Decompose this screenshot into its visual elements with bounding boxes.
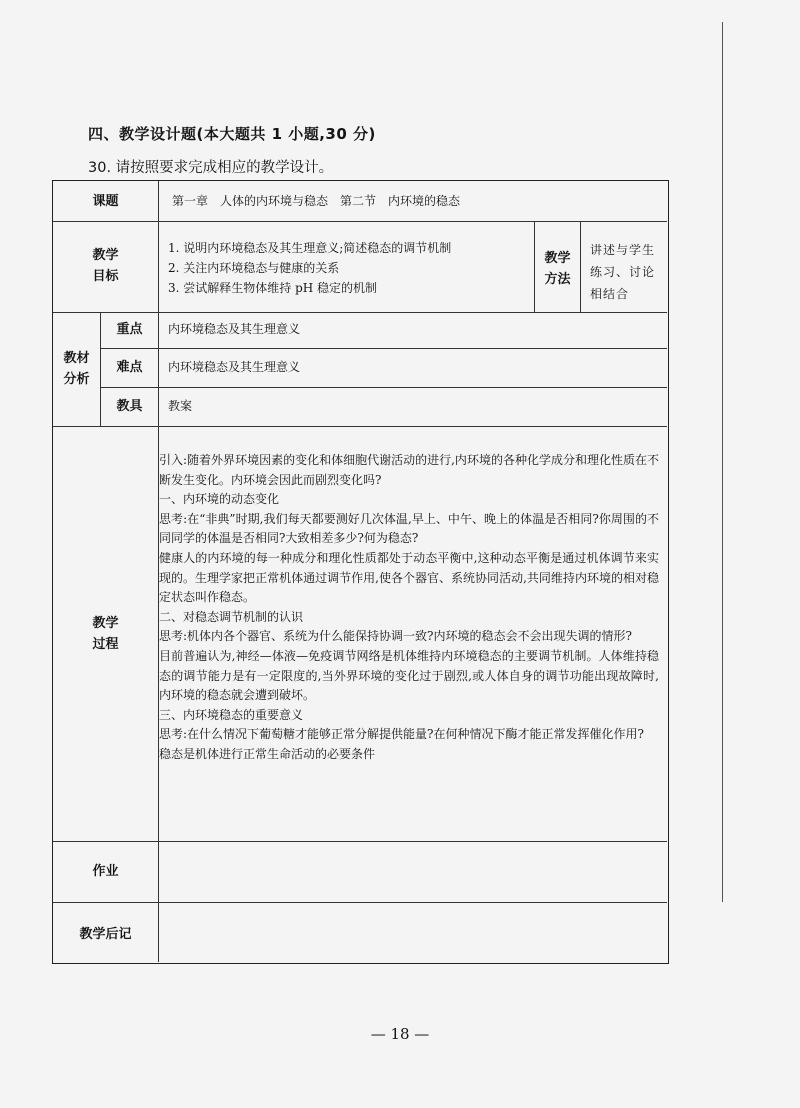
difficulty-value: 内环境稳态及其生理意义 [168, 360, 301, 374]
section-title: 四、教学设计题(本大题共 1 小题,30 分) [88, 125, 376, 143]
process-paragraph: 思考:机体内各个器官、系统为什么能保持协调一致?内环境的稳态会不会出现失调的情形? [159, 629, 632, 644]
teaching-aids-label: 教具 [116, 399, 143, 414]
process-paragraph: 一、内环境的动态变化 [159, 492, 280, 507]
method-value: 讲述与学生练习、讨论相结合 [590, 243, 656, 301]
difficulty-label: 难点 [116, 360, 143, 375]
page-number: — 18 — [370, 1025, 430, 1043]
key-point-value: 内环境稳态及其生理意义 [168, 322, 301, 336]
process-paragraph: 引入:随着外界环境因素的变化和体细胞代谢活动的进行,内环境的各种化学成分和理化性质在不断发生变化。内环境会因此而剧烈变化吗? [159, 453, 659, 487]
process-paragraph: 二、对稳态调节机制的认识 [159, 609, 304, 624]
process-paragraph: 目前普遍认为,神经—体液—免疫调节网络是机体维持内环境稳态的主要调节机制。人体维持稳态的调节能力是有一定限度的,当外界环境的变化过于剧烈,或人体自身的调节功能出现故障时,内环境的稳态就会遭到破坏。 [159, 648, 659, 703]
topic-label: 课题 [92, 194, 119, 209]
process-paragraph: 三、内环境稳态的重要意义 [159, 707, 304, 722]
goals-label: 教学 目标 [92, 248, 119, 284]
process-paragraph: 稳态是机体进行正常生命活动的必要条件 [159, 746, 376, 761]
key-point-label: 重点 [116, 322, 143, 337]
topic-value: 第一章 人体的内环境与稳态 第二节 内环境的稳态 [172, 194, 461, 208]
process-paragraph: 思考:在“非典”时期,我们每天都要测好几次体温,早上、中午、晚上的体温是否相同?你周围的不同同学的体温是否相同?大致相差多少?何为稳态? [159, 511, 659, 546]
teaching-aids-value: 教案 [168, 399, 193, 413]
homework-label: 作业 [92, 864, 119, 879]
question-prompt: 30. 请按照要求完成相应的教学设计。 [88, 160, 334, 176]
process-paragraph: 健康人的内环境的每一种成分和理化性质都处于动态平衡中,这种动态平衡是通过机体调节来实现的。生理学家把正常机体通过调节作用,使各个器官、系统协同活动,共同维持内环境的相对稳定状态叫作稳态。 [159, 550, 659, 605]
method-label: 教学 方法 [544, 251, 571, 287]
process-paragraph: 思考:在什么情况下葡萄糖才能够正常分解提供能量?在何种情况下酶才能正常发挥催化作用? [159, 727, 644, 742]
lesson-plan-table [52, 180, 669, 964]
goal-item: 3. 尝试解释生物体维持 pH 稳定的机制 [168, 281, 378, 295]
goal-item: 2. 关注内环境稳态与健康的关系 [168, 261, 340, 275]
reflection-label: 教学后记 [79, 927, 132, 942]
analysis-label: 教材 分析 [63, 351, 90, 387]
goal-item: 1. 说明内环境稳态及其生理意义;简述稳态的调节机制 [168, 241, 452, 255]
process-content [159, 451, 659, 765]
process-label: 教学 过程 [92, 616, 119, 652]
scan-edge-line [722, 22, 723, 902]
